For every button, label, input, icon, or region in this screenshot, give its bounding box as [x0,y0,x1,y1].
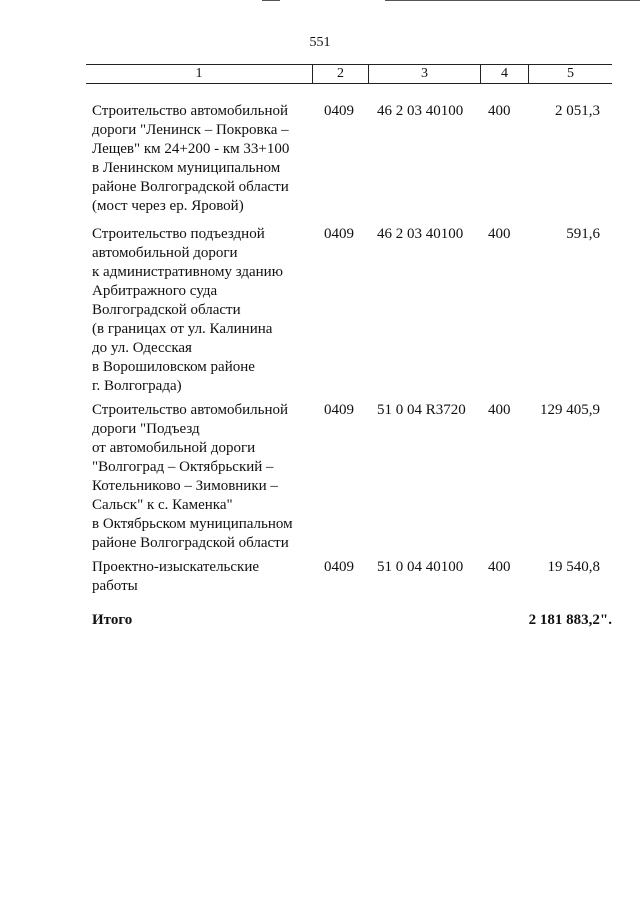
row-section-code: 0409 [324,103,354,119]
page-number: 551 [309,35,331,50]
total-label: Итого [92,612,133,628]
row-section-code: 0409 [324,226,354,242]
row-type-code: 400 [488,559,511,575]
scan-artifact [262,0,280,1]
row-type-code: 400 [488,103,511,119]
row-name: Строительство автомобильной дороги "Ленинск – Покровка – Лещев" км 24+200 - км 33+100 в Ленинском муниципальном районе Волгоградской области (мост через ер. Яровой) [92,103,290,214]
row-name: Строительство автомобильной дороги "Подъезд от автомобильной дороги "Волгоград – Октябрьский – Котельниково – Зимовники – Сальск" к с. Каменка" в Октябрьском муниципальном районе Волгоградской области [92,402,293,551]
row-section-code: 0409 [324,559,354,575]
column-header-5: 5 [528,65,612,83]
row-type-code: 400 [488,402,511,418]
row-name: Строительство подъездной автомобильной дороги к административному зданию Арбитражного суда Волгоградской области (в границах от ул. Калинина до ул. Одесская в Ворошиловском районе г. Волгограда) [92,226,283,394]
row-section-code: 0409 [324,402,354,418]
row-target-code: 46 2 03 40100 [377,226,464,242]
row-type-code: 400 [488,226,511,242]
row-name: Проектно-изыскательские работы [92,559,260,594]
column-header-2: 2 [312,65,368,83]
row-amount: 2 051,3 [555,103,600,119]
column-header-4: 4 [480,65,528,83]
row-amount: 19 540,8 [547,559,600,575]
row-amount: 129 405,9 [540,402,600,418]
row-target-code: 51 0 04 40100 [377,559,464,575]
column-header-1: 1 [195,66,203,81]
row-target-code: 51 0 04 R3720 [377,402,466,418]
table-header [86,64,612,84]
scan-artifact [385,0,640,1]
row-target-code: 46 2 03 40100 [377,103,464,119]
row-amount: 591,6 [566,226,600,242]
total-value: 2 181 883,2". [528,612,612,628]
column-header-3: 3 [368,65,480,83]
